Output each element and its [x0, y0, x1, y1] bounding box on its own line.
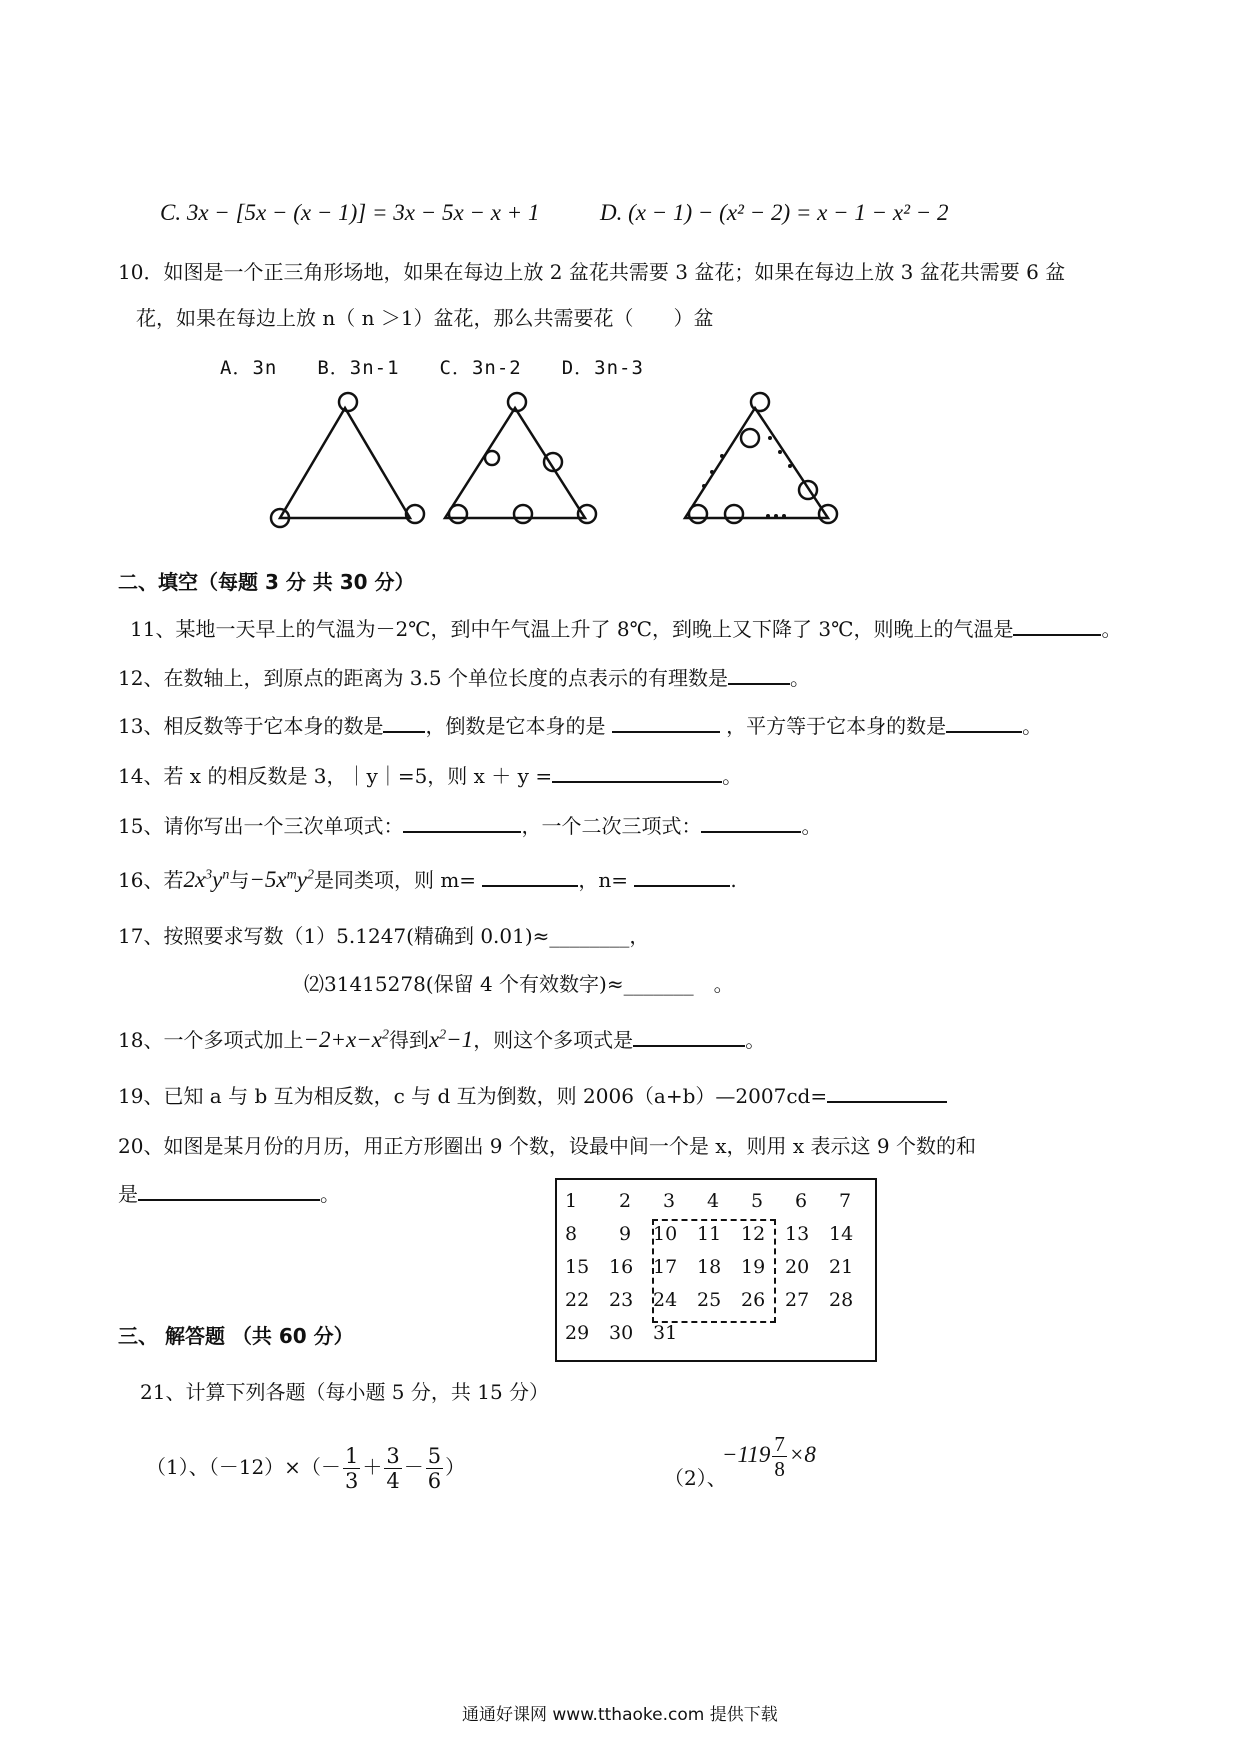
q14-text: 14、若 x 的相反数是 3，｜y｜=5，则 x ＋ y = [118, 764, 553, 788]
q15-blank-2 [701, 811, 801, 833]
fraction-3-4: $\frac{3}{4}$ [386, 1444, 400, 1493]
calendar-day: 4 [707, 1190, 720, 1212]
q13-blank-3 [946, 711, 1022, 733]
calendar-day: 29 [565, 1322, 590, 1344]
q11-text: 11、某地一天早上的气温为－2℃，到中午气温上升了 8℃，到晚上又下降了 3℃，则晚上的气温是 [130, 617, 1014, 641]
q18-text-a: 18、一个多项式加上 [118, 1028, 304, 1052]
q14-blank [552, 761, 722, 783]
q11: 11、某地一天早上的气温为－2℃，到中午气温上升了 8℃，到晚上又下降了 3℃，则晚上的气温是 。 [130, 613, 1121, 642]
calendar-day: 10 [653, 1223, 678, 1245]
calendar-day: 23 [609, 1289, 634, 1311]
calendar-day: 2 [619, 1190, 632, 1212]
calendar-day: 11 [697, 1223, 722, 1245]
q16-blank-1 [482, 865, 578, 887]
calendar-day: 5 [751, 1190, 764, 1212]
calendar-day: 24 [653, 1289, 678, 1311]
calendar-day: 31 [653, 1322, 678, 1344]
triangle-3 [685, 393, 837, 523]
section2-title: 二、填空（每题 3 分 共 30 分） [118, 570, 415, 594]
q9-option-c: C. 3x − [5x − (x − 1)] = 3x − 5x − x + 1 [160, 200, 540, 225]
q21-part2-expr: −119 $\frac{7}{8}$ ×8 [722, 1432, 816, 1481]
q10-line1: 10．如图是一个正三角形场地，如果在每边上放 2 盆花共需要 3 盆花；如果在每边上放 3 盆花共需要 6 盆 [118, 260, 1066, 284]
q17-line1: 17、按照要求写数（1）5.1247(精确到 0.01)≈________， [118, 924, 650, 948]
q15-text-a: 15、请你写出一个三次单项式： [118, 814, 404, 838]
calendar-day: 13 [785, 1223, 810, 1245]
q18-poly-1: $-2+x-x^2$ [303, 1027, 389, 1052]
triangle-1 [271, 393, 424, 527]
calendar-day: 14 [829, 1223, 854, 1245]
fraction-7-8: $\frac{7}{8}$ [774, 1432, 785, 1481]
calendar-day: 8 [565, 1223, 578, 1245]
q16: 16、若$2x^3y^n$与$-5x^my^2$是同类项，则 m= ，n= . [118, 867, 737, 892]
q18: 18、一个多项式加上$-2+x-x^2$得到$x^2-1$，则这个多项式是 。 [118, 1027, 766, 1052]
calendar-day: 22 [565, 1289, 590, 1311]
q18-text-c: ，则这个多项式是 [473, 1028, 634, 1052]
q13: 13、相反数等于它本身的数是 ，倒数是它本身的是 ，平方等于它本身的数是 。 [118, 710, 1042, 739]
fraction-5-6: $\frac{5}{6}$ [427, 1444, 442, 1493]
q16-text-a: 16、若 [118, 868, 184, 892]
q19 [118, 1080, 947, 1109]
q19-blank [827, 1081, 947, 1103]
q20-line2-text: 是 [118, 1182, 138, 1206]
calendar-day: 6 [795, 1190, 808, 1212]
q15-text-b: ，一个二次三项式： [521, 814, 702, 838]
q17-line2: ⑵31415278(保留 4 个有效数字)≈_______ 。 [304, 972, 734, 996]
calendar-day: 7 [839, 1190, 852, 1212]
q13-text-b: ，倒数是它本身的是 [425, 714, 606, 738]
q12-blank [728, 663, 790, 685]
q21-part1-label: （1）、（－12）×（－ [146, 1455, 341, 1479]
calendar-day: 15 [565, 1256, 590, 1278]
q21-part2-label: （2）、 [664, 1466, 727, 1490]
q11-blank [1013, 614, 1101, 636]
q16-blank-2 [634, 865, 730, 887]
calendar-day: 21 [829, 1256, 854, 1278]
calendar-day: 12 [741, 1223, 766, 1245]
q12-text: 12、在数轴上，到原点的距离为 3.5 个单位长度的点表示的有理数是 [118, 666, 728, 690]
q18-poly-2: $x^2-1$ [428, 1027, 474, 1052]
section3-title: 三、 解答题 （共 60 分） [118, 1324, 354, 1348]
q18-text-b: 得到 [388, 1028, 429, 1052]
q12: 12、在数轴上，到原点的距离为 3.5 个单位长度的点表示的有理数是 。 [118, 662, 810, 691]
q21-title: 21、计算下列各题（每小题 5 分，共 15 分） [140, 1380, 550, 1404]
nine-number-square [652, 1219, 776, 1323]
calendar-day: 18 [697, 1256, 722, 1278]
q21-part1-end: ） [445, 1455, 466, 1479]
calendar-day: 9 [619, 1223, 632, 1245]
calendar-day: 30 [609, 1322, 634, 1344]
q16-term-1: $2x^3y^n$ [183, 867, 230, 892]
calendar-day: 28 [829, 1289, 854, 1311]
q13-blank-1 [383, 711, 425, 733]
q16-term-2: $-5x^my^2$ [249, 867, 314, 892]
q16-text-d: ，n= [578, 868, 629, 892]
q15: 15、请你写出一个三次单项式： ，一个二次三项式： 。 [118, 810, 821, 839]
calendar-day: 17 [653, 1256, 678, 1278]
triangle-2 [445, 393, 596, 523]
q9-option-d: D. (x − 1) − (x² − 2) = x − 1 − x² − 2 [600, 200, 949, 225]
q13-text-c: ，平方等于它本身的数是 [726, 714, 947, 738]
calendar-day: 27 [785, 1289, 810, 1311]
q10-options: A．3n B．3n-1 C．3n-2 D．3n-3 [220, 357, 644, 379]
q20-blank [138, 1179, 320, 1201]
fraction-1-3: $\frac{1}{3}$ [344, 1444, 359, 1493]
calendar-day: 19 [741, 1256, 766, 1278]
q15-blank-1 [403, 811, 521, 833]
calendar-day: 16 [609, 1256, 634, 1278]
triangle-figures [260, 388, 850, 538]
q19-text: 19、已知 a 与 b 互为相反数，c 与 d 互为倒数，则 2006（a+b）—2007cd= [118, 1084, 828, 1108]
q20-line2: 是 。 [118, 1178, 340, 1207]
q16-text-b: 与 [229, 868, 250, 892]
q10-line2: 花，如果在每边上放 n（ n ＞1）盆花，那么共需要花（ ）盆 [136, 306, 714, 330]
q13-text-a: 13、相反数等于它本身的数是 [118, 714, 384, 738]
calendar-day: 20 [785, 1256, 810, 1278]
q18-blank [633, 1025, 745, 1047]
q13-blank-2 [612, 711, 720, 733]
q16-text-c: 是同类项，则 m= [313, 868, 477, 892]
q20-line1: 20、如图是某月份的月历，用正方形圈出 9 个数，设最中间一个是 x，则用 x 表示这 9 个数的和 [118, 1134, 976, 1158]
q21-part1: （1）、（－12）×（－ $\frac{1}{3}$ ＋ $\frac{3}{4}$ － $\frac{5}{6}$ ） [146, 1444, 466, 1493]
q14: 14、若 x 的相反数是 3，｜y｜=5，则 x ＋ y = 。 [118, 760, 742, 789]
calendar-day: 3 [663, 1190, 676, 1212]
footer: 通通好课网 www.tthaoke.com 提供下载 [462, 1705, 778, 1725]
calendar-day: 25 [697, 1289, 722, 1311]
calendar-day: 26 [741, 1289, 766, 1311]
calendar-day: 1 [565, 1190, 578, 1212]
